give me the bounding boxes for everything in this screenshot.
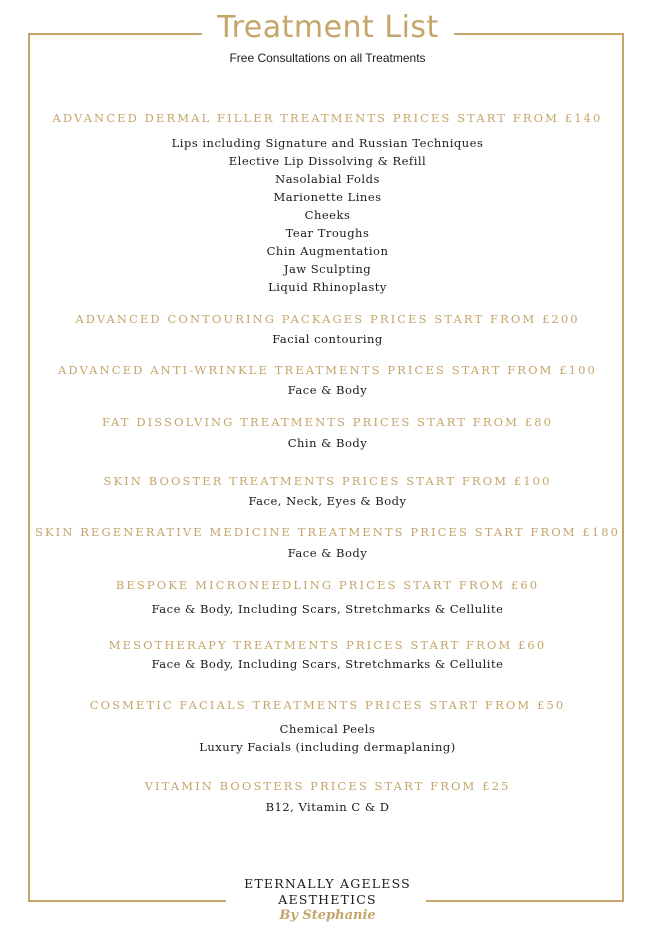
section-heading-dermal-filler: ADVANCED DERMAL FILLER TREATMENTS PRICES START FROM £140: [52, 111, 603, 125]
list-item: Elective Lip Dissolving & Refill: [228, 154, 427, 168]
list-item: Chin Augmentation: [266, 244, 389, 258]
list-item: Face & Body: [287, 546, 368, 560]
list-item: Chemical Peels: [279, 722, 376, 736]
section-heading-contouring: ADVANCED CONTOURING PACKAGES PRICES START FROM £200: [75, 312, 580, 326]
section-heading-mesotherapy: MESOTHERAPY TREATMENTS PRICES START FROM £60: [108, 638, 547, 652]
section-heading-microneedling: BESPOKE MICRONEEDLING PRICES START FROM £60: [115, 578, 540, 592]
brand-signature: By Stephanie: [279, 908, 376, 923]
list-item: Liquid Rhinoplasty: [268, 280, 387, 294]
list-item: Lips including Signature and Russian Techniques: [171, 136, 484, 150]
list-item: Luxury Facials (including dermaplaning): [199, 740, 456, 754]
list-item: Face & Body, Including Scars, Stretchmarks & Cellulite: [151, 657, 504, 671]
list-item: Nasolabial Folds: [275, 172, 380, 186]
list-item: Marionette Lines: [273, 190, 382, 204]
section-heading-skin-booster: SKIN BOOSTER TREATMENTS PRICES START FROM £100: [103, 474, 552, 488]
page-subtitle: Free Consultations on all Treatments: [229, 51, 426, 65]
list-item: Cheeks: [304, 208, 351, 222]
list-item: Tear Troughs: [285, 226, 370, 240]
list-item: Face, Neck, Eyes & Body: [248, 494, 407, 508]
list-item: B12, Vitamin C & D: [265, 800, 390, 814]
list-item: Chin & Body: [287, 436, 368, 450]
list-item: Face & Body: [287, 383, 368, 397]
brand-name-line2: AESTHETICS: [278, 892, 377, 907]
list-item: Jaw Sculpting: [283, 262, 372, 276]
brand-name-line1: ETERNALLY AGELESS: [244, 876, 411, 891]
section-heading-regenerative: SKIN REGENERATIVE MEDICINE TREATMENTS PRICES START FROM £180: [34, 525, 621, 539]
section-heading-cosmetic-facials: COSMETIC FACIALS TREATMENTS PRICES START FROM £50: [89, 698, 566, 712]
list-item: Face & Body, Including Scars, Stretchmarks & Cellulite: [151, 602, 504, 616]
page-title: Treatment List: [202, 8, 454, 50]
section-heading-vitamin-boosters: VITAMIN BOOSTERS PRICES START FROM £25: [144, 779, 511, 793]
list-item: Facial contouring: [272, 332, 383, 346]
section-heading-anti-wrinkle: ADVANCED ANTI-WRINKLE TREATMENTS PRICES START FROM £100: [58, 363, 597, 377]
section-heading-fat-dissolving: FAT DISSOLVING TREATMENTS PRICES START FROM £80: [101, 415, 554, 429]
